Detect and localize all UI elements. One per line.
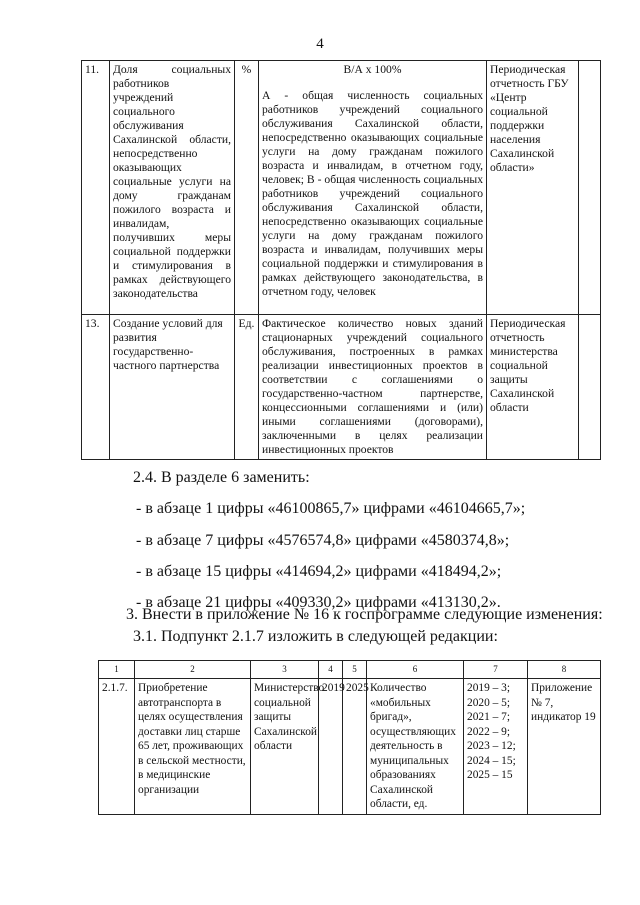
data-source: Периодическая отчетность министерства социальной защиты Сахалинской области	[487, 315, 579, 460]
list-item: - в абзаце 21 цифры «409330,2» цифрами «413130,2».	[136, 594, 501, 611]
expected-result: Количество «мобильных бригад», осуществляющих деятельность в муниципальных образованиях Сахалинской области, ед.	[367, 679, 464, 815]
measure-name: Приобретение автотранспорта в целях осуществления доставки лиц старше 65 лет, проживающих в сельской местности, в медицинские организации	[135, 679, 251, 815]
end-year: 2025	[343, 679, 367, 815]
table-header-row	[99, 661, 601, 679]
target-line: 2021 – 7;	[467, 711, 511, 723]
table-row	[99, 679, 601, 815]
linked-indicator: Приложение № 7, индикатор 19	[528, 679, 601, 815]
indicator-name: Создание условий для развития государственно-частного партнерства	[110, 315, 235, 460]
paragraph-3: 3. Внести в приложение № 16 к госпрограмме следующие изменения:	[126, 606, 603, 623]
table-row	[82, 61, 601, 315]
column-header: 5	[343, 661, 367, 679]
indicators-table	[81, 60, 601, 460]
yearly-targets	[464, 679, 528, 815]
formula-explanation: А - общая численность социальных работников учреждений социального обслуживания Сахалинской области, непосредственно оказывающих социальные услуги на дому гражданам пожилого возраста и инвалидам, в отчетном году, человек; В - общая численность социальных работников учреждений социального обслуживания Сахалинской области, непосредственно оказывающих социальные услуги на дому гражданам пожилого возраста и инвалидам, получивших меры социальной поддержки и стимулирования в рамках действующего законодательства, в отчетном году, человек	[262, 89, 483, 298]
target-line: 2024 – 15;	[467, 754, 516, 767]
target-line: 2023 – 12;	[467, 740, 516, 752]
column-header: 6	[367, 661, 464, 679]
column-header: 7	[464, 661, 528, 679]
column-header: 2	[135, 661, 251, 679]
calculation-method	[259, 61, 487, 315]
unit: Ед.	[235, 315, 259, 460]
list-item: - в абзаце 1 цифры «46100865,7» цифрами «46104665,7»;	[136, 500, 526, 517]
data-source: Периодическая отчетность ГБУ «Центр социальной поддержки населения Сахалинской области»	[487, 61, 579, 315]
item-number: 2.1.7.	[99, 679, 135, 815]
target-line: 2019 – 3;	[467, 682, 511, 694]
responsible-body: Министерство социальной защиты Сахалинской области	[251, 679, 319, 815]
target-line: 2022 – 9;	[467, 725, 511, 738]
empty-cell	[579, 61, 601, 315]
calculation-method: Фактическое количество новых зданий стационарных учреждений социального обслуживания, построенных в рамках реализации инвестиционных проектов в соответствии с соглашениями о государственно-частном партнерстве, концессионными соглашениями и (или) иными соглашениями (договорами), заключенными в целях реализации инвестиционных проектов	[259, 315, 487, 460]
paragraph-3-1: 3.1. Подпункт 2.1.7 изложить в следующей редакции:	[133, 628, 498, 645]
column-header: 3	[251, 661, 319, 679]
indicator-name: Доля социальных работников учреждений социального обслуживания Сахалинской области, непосредственно оказывающих социальные услуги на дому гражданам пожилого возраста и инвалидам, получивших меры социальной поддержки и стимулирования в рамках действующего законодательства	[110, 61, 235, 315]
measures-table	[98, 660, 601, 815]
column-header: 1	[99, 661, 135, 679]
page-number: 4	[316, 36, 324, 52]
unit: %	[235, 61, 259, 315]
column-header: 8	[528, 661, 601, 679]
column-header: 4	[319, 661, 343, 679]
table-row	[82, 315, 601, 460]
target-line: 2025 – 15	[467, 769, 513, 781]
start-year: 2019	[319, 679, 343, 815]
paragraph-2-4: 2.4. В разделе 6 заменить:	[133, 469, 310, 486]
row-number: 11.	[82, 61, 110, 315]
empty-cell	[579, 315, 601, 460]
list-item: - в абзаце 7 цифры «4576574,8» цифрами «4580374,8»;	[136, 532, 510, 549]
formula: В/А х 100%	[343, 63, 402, 76]
list-item: - в абзаце 15 цифры «414694,2» цифрами «418494,2»;	[136, 563, 502, 580]
row-number: 13.	[82, 315, 110, 460]
target-line: 2020 – 5;	[467, 696, 511, 709]
